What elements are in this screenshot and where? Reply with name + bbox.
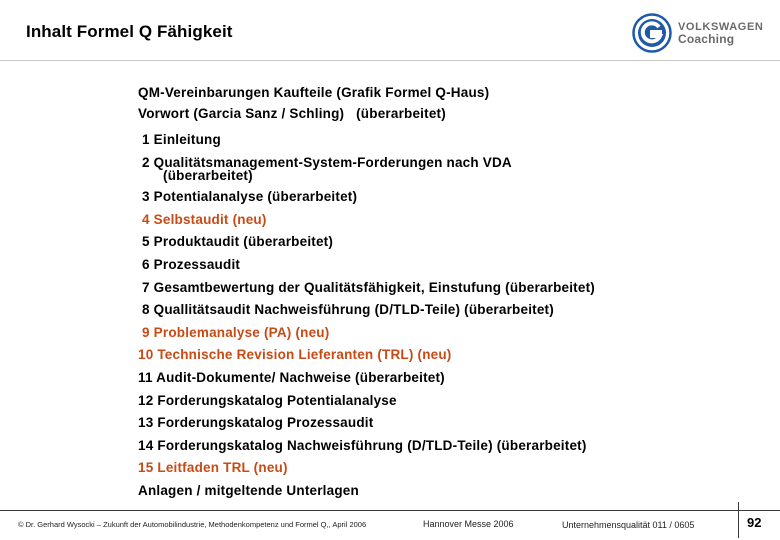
toc-item	[138, 212, 758, 227]
intro-line-qm: QM-Vereinbarungen Kaufteile (Grafik Formel Q-Haus)	[138, 85, 490, 100]
toc-item	[138, 189, 758, 204]
slide-title: Inhalt Formel Q Fähigkeit	[26, 22, 233, 41]
page-number-divider	[738, 502, 739, 538]
toc-item	[138, 132, 758, 147]
logo-text	[678, 21, 763, 45]
toc-item-text: 12 Forderungskatalog Potentialanalyse	[138, 392, 397, 408]
intro-line-vorwort	[138, 105, 758, 126]
toc-item	[138, 370, 758, 385]
toc-item-text: 2 Qualitätsmanagement-System-Forderungen nach VDA	[142, 154, 512, 170]
footer-event: Hannover Messe 2006	[423, 519, 514, 529]
toc-item-text: 6 Prozessaudit	[142, 256, 241, 272]
logo-sub: Coaching	[678, 32, 735, 46]
toc-item	[138, 347, 758, 362]
toc-item-text: 8 Quallitätsaudit Nachweisführung (D/TLD-Teile) (überarbeitet)	[142, 302, 554, 318]
toc-item-text: 10 Technische Revision Lieferanten (TRL) (neu)	[138, 347, 452, 363]
toc-item-continuation: (überarbeitet)	[163, 167, 253, 183]
table-of-contents	[138, 132, 758, 498]
toc-item	[138, 257, 758, 272]
toc-item	[138, 155, 758, 182]
toc-item	[138, 325, 758, 340]
toc-item-text: 5 Produktaudit (überarbeitet)	[142, 234, 334, 250]
toc-item	[138, 438, 758, 453]
toc-item-text: 13 Forderungskatalog Prozessaudit	[138, 415, 374, 431]
intro-block	[138, 84, 758, 126]
intro-vorwort-status: (überarbeitet)	[356, 106, 446, 121]
toc-item	[138, 280, 758, 295]
toc-item-text: 4 Selbstaudit (neu)	[142, 211, 267, 227]
toc-item-text: 7 Gesamtbewertung der Qualitätsfähigkeit, Einstufung (überarbeitet)	[142, 279, 595, 295]
footer-copyright: © Dr. Gerhard Wysocki – Zukunft der Automobilindustrie, Methodenkompetenz und Formel Q,, April 2006	[18, 520, 367, 529]
vw-coaching-logo-icon	[632, 13, 672, 53]
page-number: 92	[747, 515, 762, 530]
vw-coaching-logo	[632, 13, 772, 53]
toc-item-text: 3 Potentialanalyse (überarbeitet)	[142, 189, 358, 205]
intro-vorwort-text: Vorwort (Garcia Sanz / Schling)	[138, 106, 345, 121]
footer-doc-id: Unternehmensqualität 011 / 0605	[562, 520, 695, 530]
contents-list	[138, 84, 758, 506]
toc-item	[138, 460, 758, 475]
logo-brand: VOLKSWAGEN	[678, 21, 764, 33]
toc-item-text: 15 Leitfaden TRL (neu)	[138, 460, 288, 476]
footer-divider	[0, 510, 780, 511]
toc-item	[138, 393, 758, 408]
toc-item-text: Anlagen / mitgeltende Unterlagen	[138, 482, 359, 498]
toc-item	[138, 483, 758, 498]
toc-item	[138, 234, 758, 249]
toc-item-text: 1 Einleitung	[142, 132, 221, 147]
toc-item	[138, 415, 758, 430]
toc-item-text: 14 Forderungskatalog Nachweisführung (D/TLD-Teile) (überarbeitet)	[138, 437, 587, 453]
toc-item	[138, 302, 758, 317]
toc-item-text: 11 Audit-Dokumente/ Nachweise (überarbeitet)	[138, 369, 445, 385]
toc-item-text: 9 Problemanalyse (PA) (neu)	[142, 324, 330, 340]
header-divider	[0, 60, 780, 61]
